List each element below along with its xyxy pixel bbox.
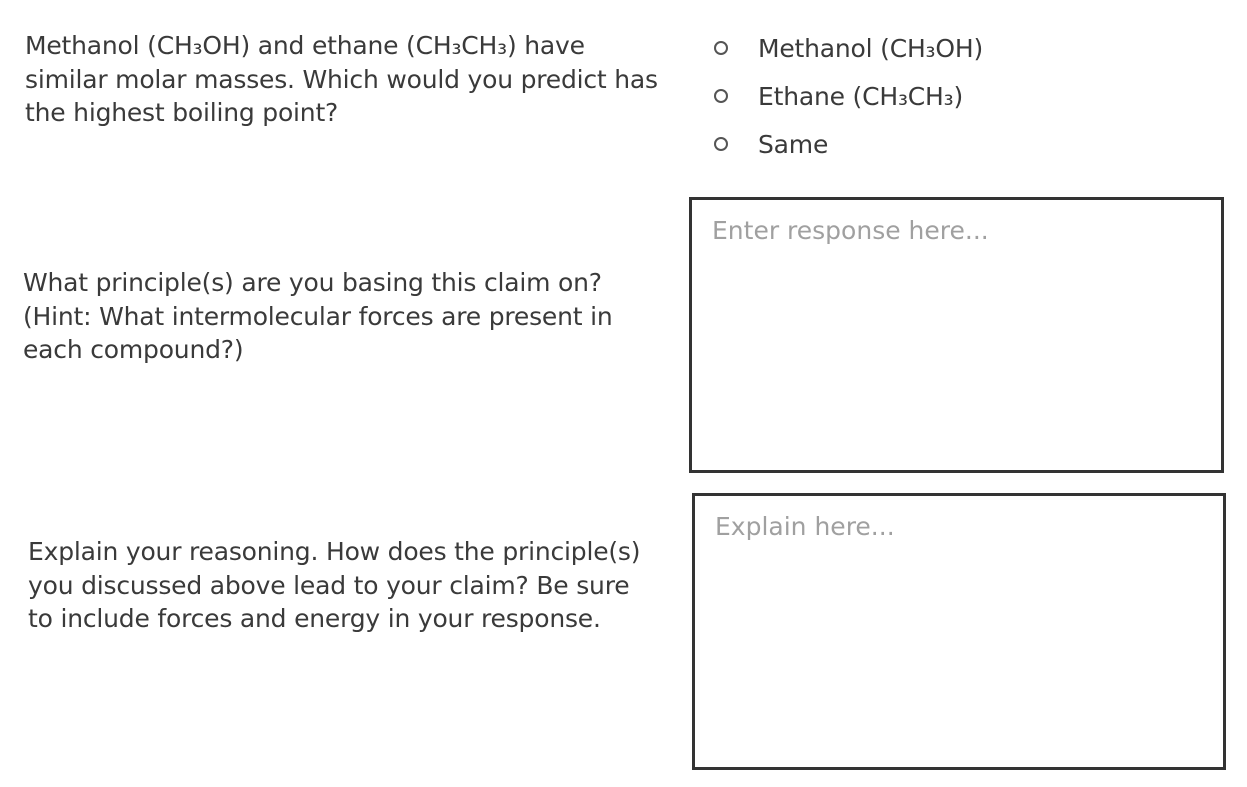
- reasoning-question: Explain your reasoning. How does the principle(s) you discussed above lead to your claim? Be sure to include forces and energy in your response.: [28, 537, 641, 633]
- option-ethane[interactable]: [714, 72, 983, 120]
- option-label: Ethane (CH₃CH₃): [758, 81, 963, 111]
- radio-button[interactable]: [714, 89, 728, 103]
- principle-response-field[interactable]: [689, 197, 1224, 473]
- principle-question: What principle(s) are you basing this claim on? (Hint: What intermolecular forces are present in each compound?): [23, 268, 613, 364]
- option-same[interactable]: [714, 120, 983, 168]
- option-label: Methanol (CH₃OH): [758, 33, 984, 63]
- radio-button[interactable]: [714, 137, 728, 151]
- radio-button[interactable]: [714, 41, 728, 55]
- boiling-point-question: Methanol (CH₃OH) and ethane (CH₃CH₃) have similar molar masses. Which would you predict has the highest boiling point?: [25, 31, 658, 127]
- option-methanol[interactable]: [714, 24, 983, 72]
- option-label: Same: [758, 129, 829, 159]
- reasoning-response-field[interactable]: [692, 493, 1226, 770]
- boiling-point-options: [714, 24, 983, 168]
